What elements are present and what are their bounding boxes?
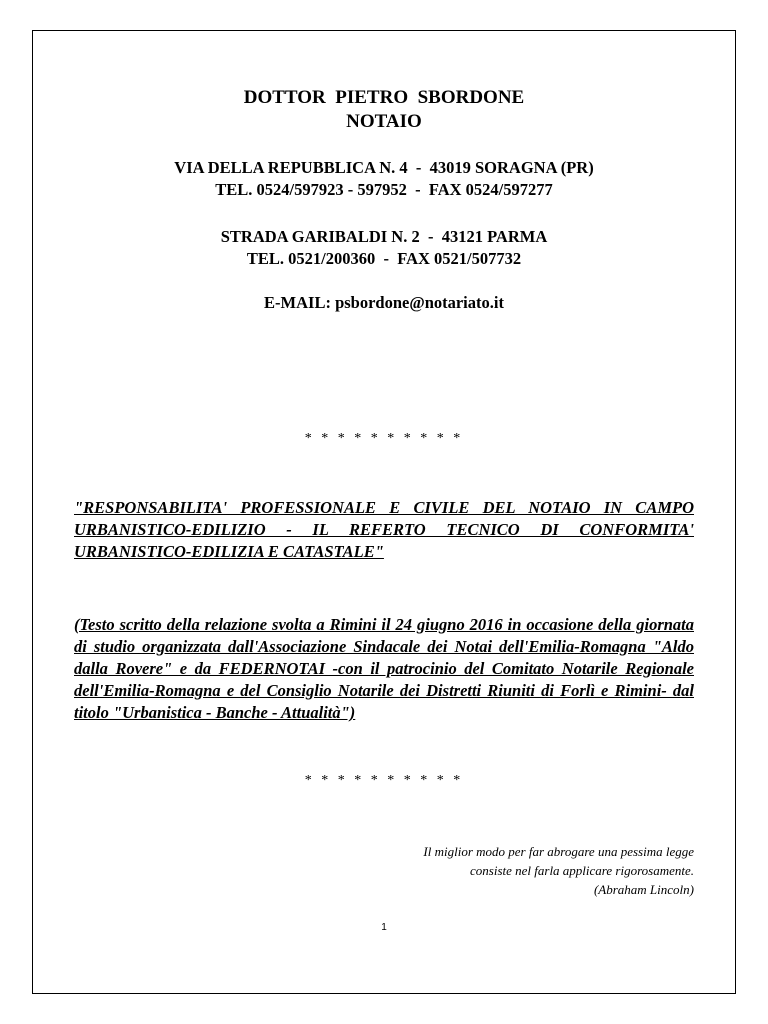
page-number: 1 [381,922,387,933]
quote-line-1: Il miglior modo per far abrogare una pessima legge [423,844,694,859]
letterhead-title [0,86,768,134]
email-line: E-MAIL: psbordone@notariato.it [264,293,504,312]
office-parma-phones: TEL. 0521/200360 - FAX 0521/507732 [246,249,522,268]
separator-bottom: * * * * * * * * * * [304,773,464,788]
document-subject: "RESPONSABILITA' PROFESSIONALE E CIVILE DEL NOTAIO IN CAMPO URBANISTICO-EDILIZIO - IL REFERTO TECNICO DI CONFORMITA' URBANISTICO-EDILIZIA E CATASTALE" [74,498,694,561]
office-parma-address: STRADA GARIBALDI N. 2 - 43121 PARMA [220,227,548,246]
office-soragna-phones: TEL. 0524/597923 - 597952 - FAX 0524/597277 [215,180,553,199]
notary-name: DOTTOR PIETRO SBORDONE [243,87,525,108]
quote-author: (Abraham Lincoln) [593,882,694,897]
office-parma [0,226,768,270]
epigraph-quote [423,842,694,899]
separator-top: * * * * * * * * * * [304,431,464,446]
office-soragna [0,157,768,201]
quote-line-2: consiste nel farla applicare rigorosamente. [470,863,694,878]
office-soragna-address: VIA DELLA REPUBBLICA N. 4 - 43019 SORAGNA (PR) [174,158,594,177]
document-notes: (Testo scritto della relazione svolta a Rimini il 24 giugno 2016 in occasione della giornata di studio organizzata dall'Associazione Sindacale dei Notai dell'Emilia-Romagna "Aldo dalla Rovere" e da FEDERNOTAI -con il patrocinio del Comitato Notarile Regionale dell'Emilia-Romagna e del Consiglio Notarile dei Distretti Riuniti di Forlì e Rimini- dal titolo "Urbanistica - Banche - Attualità") [74,615,694,722]
notary-role: NOTAIO [346,111,422,132]
